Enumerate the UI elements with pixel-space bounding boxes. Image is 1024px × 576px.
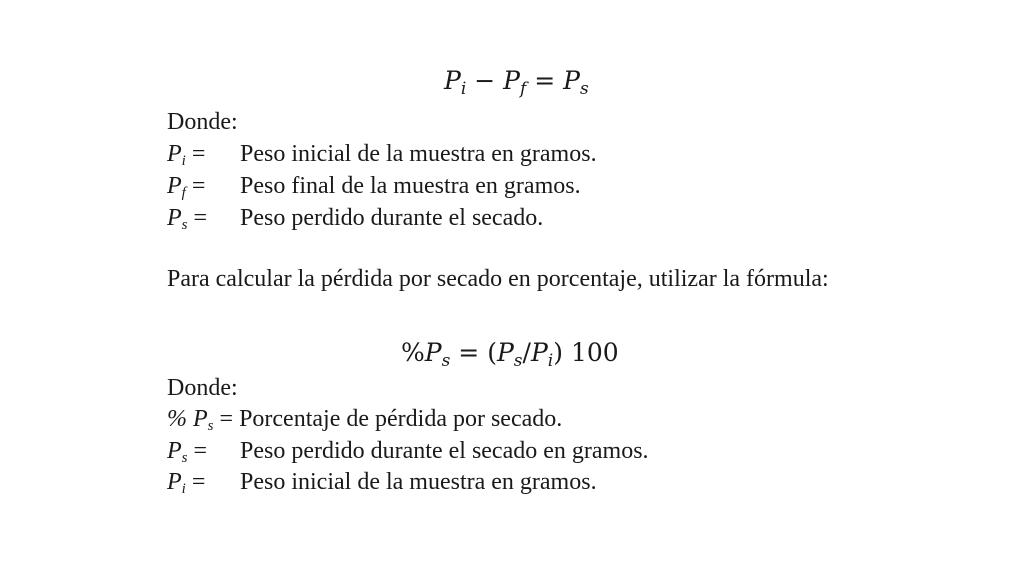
formula-hundred: 100	[570, 338, 619, 367]
definition-text-ps: Peso perdido durante el secado.	[240, 205, 544, 231]
definition-text-pf: Peso final de la muestra en gramos.	[240, 173, 581, 199]
definition-text-pi-2: Peso inicial de la muestra en gramos.	[240, 469, 597, 495]
formula-weight-loss	[444, 66, 589, 99]
definition-symbol-pi-2: $P_i$ =	[167, 469, 206, 497]
donde-label-1: Donde:	[167, 109, 238, 135]
definition-symbol-percent-ps: % $P_s$ = Porcentaje de pérdida por secado.	[167, 406, 563, 434]
formula-symbol-p: P	[563, 66, 580, 95]
definition-text-ps-2: Peso perdido durante el secado en gramos.	[240, 438, 649, 464]
formula-symbol-p: P	[444, 66, 461, 95]
formula-subscript-f: f	[519, 79, 527, 99]
formula-minus: −	[474, 66, 496, 95]
formula-percent-loss: $\%P_s = (P_s/P_i)$ 100	[401, 338, 619, 371]
formula-subscript-i: i	[460, 79, 467, 99]
formula-equals: =	[458, 338, 480, 367]
formula-symbol-p: P	[503, 66, 520, 95]
donde-label-2: Donde:	[167, 375, 238, 401]
definition-symbol-pi: $P_i$ =	[167, 141, 206, 169]
instruction-paragraph: Para calcular la pérdida por secado en porcentaje, utilizar la fórmula:	[167, 266, 829, 292]
formula-equals: =	[534, 66, 556, 95]
definition-symbol-ps: $P_s$ =	[167, 205, 208, 233]
definition-symbol-ps-2: $P_s$ =	[167, 438, 208, 466]
formula-subscript-s: s	[579, 79, 589, 99]
formula-percent: %	[401, 338, 425, 367]
definition-text-pi: Peso inicial de la muestra en gramos.	[240, 141, 597, 167]
definition-symbol-pf: $P_f$ =	[167, 173, 206, 201]
